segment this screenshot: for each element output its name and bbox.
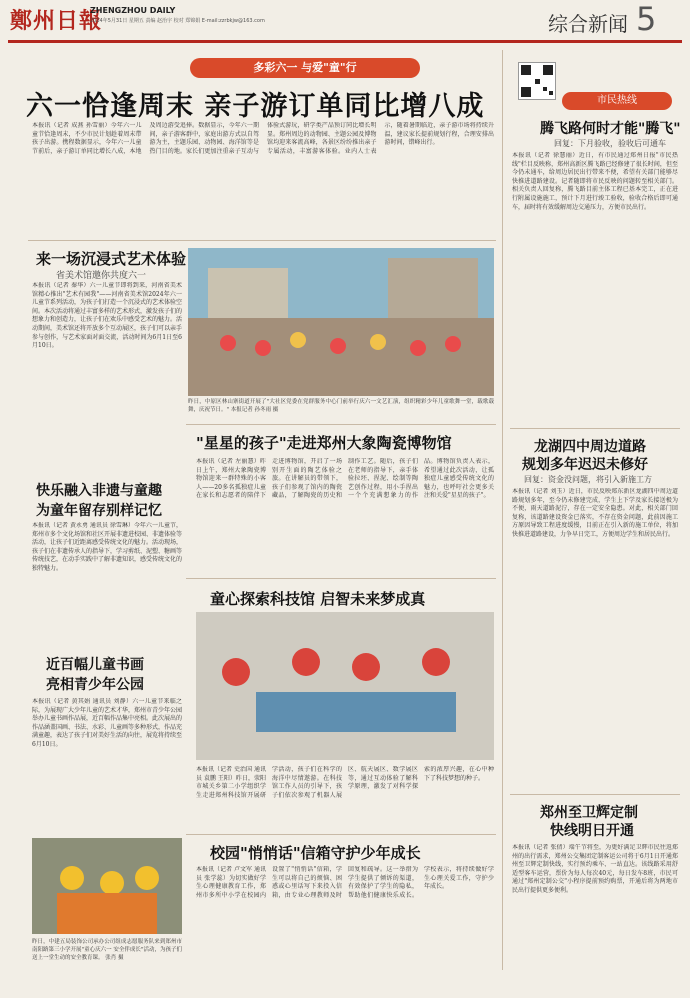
star-body: 本报讯（记者 左丽慧）昨日上午，郑州大象陶瓷博物馆迎来一群特殊的小客人——20多名孤独症儿童在家长和志愿者的陪伴下走进博物馆，开启了一场别开生面的陶艺体验之旅。在讲解员的带领下，孩子们参观了馆内的陶瓷藏品，了解陶瓷的历史和制作工艺。随后，孩子们在老师的指导下，亲手体验拉坯、捏泥、绘制等陶艺创作过程，用小手捏出一个个充满想象力的作品。博物馆负责人表示，希望通过此次活动，让孤独症儿童感受传统文化的魅力，也呼吁社会更多关注和关爱"星星的孩子"。 (196, 458, 494, 500)
hotline-q2-headline: 龙湖四中周边道路 (534, 439, 646, 455)
hotline-label: 市民热线 (562, 92, 672, 110)
heritage-subheadline: 为童年留存别样记忆 (36, 503, 162, 519)
performance-caption: 昨日，中原区林山寨街道开展了"大社区党委在党群服务中心门前举行庆六一文艺汇演，组织精彩少年儿童歌舞一堂，载歌载舞，庆祝节日。" 本报记者 孙冬雨 摄 (188, 399, 494, 413)
art-subheadline: 省美术馆邀你共度六一 (56, 271, 147, 281)
art-body: 本报讯（记者 秦华）六一儿童节即将到来，河南省美术馆精心推出"艺术有园我"——河南省美术馆2024年六一儿童节系列活动，为孩子们打造一个沉浸式的艺术体验空间。本次活动将通过丰富多样的艺术形式，激发孩子们的想象力和创造力，让孩子们在欢乐中感受艺术的魅力。活动期间，美术馆还将开放多个互动展区，孩子们可以亲手参与创作，与艺术家面对面交流，活动时间为6月1日至6月10日。 (32, 282, 182, 350)
divider (28, 240, 496, 241)
hotline-q3-headline: 郑州至卫辉定制 (540, 805, 638, 821)
mailbox-headline: 校园"悄悄话"信箱守护少年成长 (210, 844, 421, 862)
column-divider (502, 50, 503, 970)
heritage-headline: 快乐融入非遗与童趣 (36, 483, 162, 499)
books-body: 本报讯（记者 黄其娟 通讯员 刘静）六一儿童节来临之际，为展现广大少年儿童的艺术才华，郑州市青少年公园举办儿童书画作品展，近百幅作品集中亮相。此次展出的作品涵盖国画、书法、水彩、儿童画等多种形式，作品充满童趣，表达了孩子们对美好生活的向往，展览将持续至6月10日。 (32, 698, 182, 748)
star-headline: "星星的孩子"走进郑州大象陶瓷博物馆 (196, 434, 452, 452)
safety-class-photo-art (32, 838, 182, 934)
divider (186, 834, 496, 835)
mailbox-body: 本报讯（记者 卢文军 通讯员 张学蕊）为切实做好学生心理健康教育工作，郑州市多所中小学在校园内设置了"悄悄话"信箱，学生可以将自己的烦恼、困惑或心里话写下来投入信箱，由专业心理教师及时回复和疏导。这一举措为学生提供了倾诉的渠道，有效保护了学生的隐私，帮助他们健康快乐成长。学校表示，将持续做好学生心理关爱工作，守护少年成长。 (196, 866, 494, 899)
hotline-q2-headline-line2: 规划多年迟迟未修好 (522, 457, 648, 473)
newspaper-english-name: ZHENGZHOU DAILY (90, 6, 176, 15)
books-subheadline: 亮相青少年公园 (46, 677, 144, 693)
science-photo (196, 612, 494, 760)
topic-banner: 多彩六一 与爱"童"行 (190, 58, 420, 78)
lead-headline: 六一恰逢周末 亲子游订单同比增八成 (26, 91, 485, 122)
hotline-q1-headline: 腾飞路何时才能"腾飞" (540, 121, 681, 137)
science-headline: 童心探索科技馆 启智未来梦成真 (210, 590, 426, 608)
safety-class-caption: 昨日，中建五局装饰公司承办公司组成志愿服务队来到郑州市南阳路第三小学开展"童心庆六一 安全伴成长"活动，为孩子们送上一堂生动的安全教育课。 张肖 摄 (32, 939, 182, 961)
divider (186, 424, 496, 425)
section-title: 综合新闻 (548, 12, 628, 36)
hotline-q2-body: 本报讯（记者 刘玉）近日，市民反映郑东新区龙湖四中周边道路规划多年，至今仍未修建完成，学生上下学及家长接送极为不便，雨天道路泥泞，存在一定安全隐患。对此，相关部门回复称，该道路建设资金已落实，不存在资金问题，此前因施工方原因导致工程进度缓慢，目前正在引入新的施工单位，将加快推进道路建设，力争早日完工，方便周边学生和居民出行。 (512, 488, 678, 538)
science-photo-art (196, 612, 494, 760)
hotline-q2-reply: 回复：资金没问题，将引入新施工方 (524, 475, 652, 484)
divider (510, 794, 680, 795)
safety-class-photo (32, 838, 182, 934)
art-headline: 来一场沉浸式艺术体验 (36, 250, 187, 268)
qr-code-art (519, 63, 555, 99)
hotline-q1-reply: 回复：下月验收，验收后可通车 (554, 139, 666, 148)
qr-code (518, 62, 556, 100)
lead-body: 本报讯（记者 成燕 孙雪丽）今年六一儿童节恰逢周末，不少市民计划趁着周末带孩子出游。携程数据显示，今年六一儿童节前后，亲子游订单同比增长八成，本地及周边游受追捧。数据显示，今年六一期间，亲子游客群中，家庭出游方式以自驾游为主，主题乐园、动物园、海洋馆等是热门目的地。家长们更加注重亲子互动与体验式游玩，研学类产品预订同比增长明显。郑州周边的动物园、主题公园及博物馆均迎来客流高峰，各景区纷纷推出亲子专属活动，丰富游客体验。业内人士表示，随着暑期临近，亲子游市场将持续升温，建议家长提前规划行程，合理安排出游时间，错峰出行。 (32, 122, 494, 155)
divider (186, 578, 496, 579)
hotline-q1-body: 本报讯（记者 徐慧丽）近日，有市民通过郑州日报"市民热线"栏目反映称，郑州高新区腾飞路已经修建了很长时间，但至今仍未通车，给周边居民出行带来不便，希望有关部门能够尽快推进道路建设。记者随即将市民反映的问题转至相关部门。相关负责人回复称，腾飞路目前主体工程已基本完工，正在进行附属设施施工，预计下月进行竣工验收，验收合格后即可通车，届时将有效缓解周边交通压力，方便市民出行。 (512, 152, 678, 211)
hotline-q3-body: 本报讯（记者 张倩）端午节将至，为更好满足卫辉市民往返郑州的出行需求，郑州公交集团定制客运公司将于6月1日开通郑州至卫辉定制快线，实行预约乘车、一站直达。该线路采用舒适型客车运营，票价为每人每次40元，每日发车8班，市民可通过"郑州定制公交"小程序提前预约购票，开通后将为两地市民出行提供更多便利。 (512, 844, 678, 894)
heritage-body: 本报讯（记者 黄永勇 通讯员 徐雪琳）今年六一儿童节，郑州市多个文化场馆和社区开展非遗进校园、非遗体验等活动，让孩子们近距离感受传统文化的魅力。活动现场，孩子们在非遗传承人的指导下，学习剪纸、泥塑、糖画等传统技艺，在动手实践中了解非遗知识，感受传统文化的独特魅力。 (32, 522, 182, 572)
page-number: 5 (636, 0, 657, 38)
hotline-q3-headline-line2: 快线明日开通 (550, 823, 634, 839)
science-body: 本报讯（记者 史治国 通讯员 袁鹏 王阳）昨日，荥阳市城关乡第二小学组织学生走进郑州科技馆开展研学活动，孩子们在科学的海洋中尽情遨游。在科技馆工作人员的引导下，孩子们依次参观了机器人展区、航天展区、数学展区等，通过互动体验了解科学原理，激发了对科学探索的浓厚兴趣，在心中种下了科技梦想的种子。 (196, 766, 494, 799)
books-headline: 近百幅儿童书画 (46, 657, 144, 673)
masthead-rule (8, 40, 682, 43)
performance-photo-art (188, 248, 494, 396)
newspaper-logo: 鄭州日報 (10, 8, 103, 34)
divider (510, 428, 680, 429)
issue-meta: 2024年5月31日 星期五 责编 赵治宇 校对 郑锦娟 E-mail:zzrbkjw@163.com (90, 18, 265, 24)
performance-photo (188, 248, 494, 396)
